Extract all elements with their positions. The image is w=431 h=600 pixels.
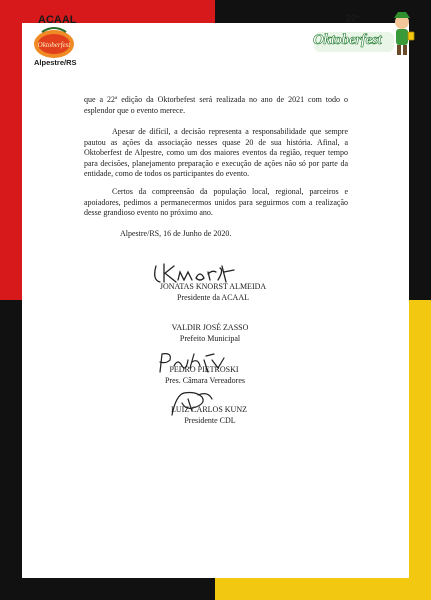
acaal-logo-badge-text: Oktoberfest: [37, 41, 71, 49]
signatory-4-role: Presidente CDL: [184, 416, 236, 425]
signatory-2-name: VALDIR JOSÉ ZASSO: [171, 323, 249, 332]
border-band-black-left: [0, 300, 22, 600]
letter-paragraph-1: que a 22ª edição da Oktorbefest será realizada no ano de 2021 com todo o esplendor que o evento merece.: [84, 95, 348, 115]
signatory-4-name: LUIZ CARLOS KUNZ: [171, 405, 247, 414]
letter-paragraph-2: Apesar de difícil, a decisão representa a responsabilidade que sempre pautou as ações da associação nesses quase 20 de sua história. Afinal, a Oktoberfest de Alpestre, como um dos maiores eventos da região, requer tempo para decisões, planejamento preparação e execução de ações não só por parte da entidade, como de todos os participantes do evento.: [84, 127, 348, 179]
oktoberfest-logo-wordmark: Oktoberfest: [313, 32, 382, 48]
border-band-red-left: [0, 0, 22, 300]
signatory-2-role: Prefeito Municipal: [179, 334, 241, 343]
signatory-1-name: JONATAS KNORST ALMEIDA: [159, 282, 267, 291]
signatory-3-role: Pres. Câmara Vereadores: [164, 376, 246, 385]
border-band-yellow-bottom: [215, 578, 431, 600]
acaal-logo-city: Alpestre/RS: [34, 58, 77, 67]
acaal-logo-name: ACAAL: [38, 14, 77, 26]
border-band-black-bottom: [0, 578, 215, 600]
oktoberfest-logo-edition: 22ª: [346, 13, 360, 23]
border-band-yellow-right: [409, 300, 431, 600]
mascot-icon: [394, 12, 414, 55]
signatory-1-role: Presidente da ACAAL: [177, 293, 249, 302]
letter-date: Alpestre/RS, 16 de Junho de 2020.: [120, 229, 232, 238]
letter-paragraph-3: Certos da compreensão da população local, regional, parceiros e apoiadores, pedimos a permanecermos unidos para seguirmos com a realização desse grandioso evento no próximo ano.: [84, 187, 348, 218]
signatory-3-name: PEDRO PIETROSKI: [169, 365, 239, 374]
